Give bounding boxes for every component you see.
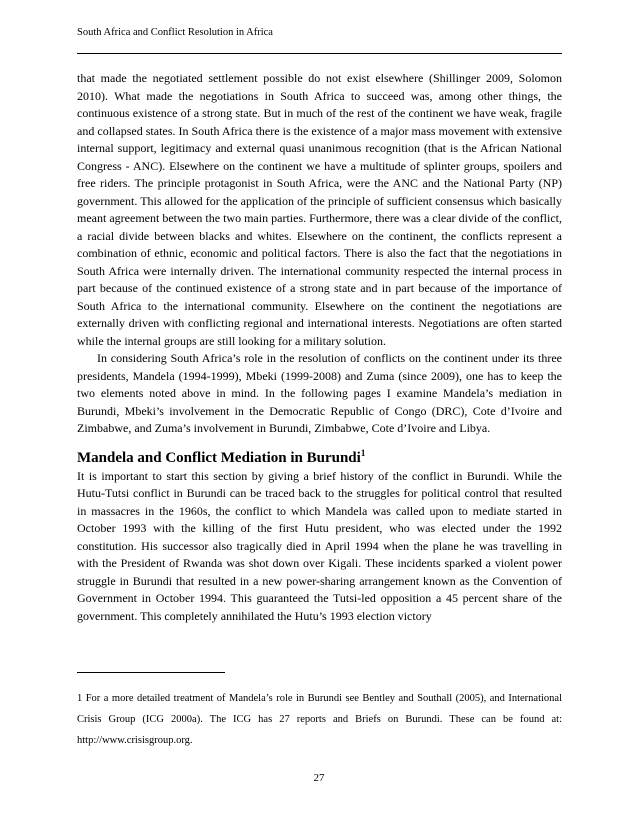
section-heading [77,448,562,468]
section-paragraph: It is important to start this section by giving a brief history of the conflict in Burundi. While the Hutu-Tutsi conflict in Burundi can be traced back to the struggles for political control that resulted in massacres in the 1960s, the conflict to which Mandela was called upon to mediate started in October 1993 with the killing of the first Hutu president, who was elected under the 1992 constitution. His successor also tragically died in April 1994 when the plane he was travelling in with the President of Rwanda was shot down over Kigali. These incidents sparked a violent power struggle in Burundi that resulted in a new power-sharing arrangement known as the Convention of Government in October 1994. This guaranteed the Tutsi-led opposition a 45 percent share of the government. This completely annihilated the Hutu’s 1993 election victory [77,468,562,623]
footnote-reference: 1 [360,447,366,458]
running-header: South Africa and Conflict Resolution in Africa [77,27,273,38]
section-heading-text: Mandela and Conflict Mediation in Burundi [77,449,361,466]
page-number: 27 [313,772,325,784]
footnote-divider [77,672,225,673]
footnote: 1 For a more detailed treatment of Mandela’s role in Burundi see Bentley and Southall (2005), and International Crisis Group (ICG 2000a). The ICG has 27 reports and Briefs on Burundi. These can be found at: http://www.crisisgroup.org. [77,693,562,746]
body-paragraph: that made the negotiated settlement possible do not exist elsewhere (Shillinger 2009, Solomon 2010). What made the negotiations in South Africa to succeed was, among other things, the continuous existence of a strong state. But in much of the rest of the continent we have weak, fragile and collapsed states. In South Africa there is the existence of a major mass movement with extensive internal support, legitimacy and external quasi unanimous recognition (that is the African National Congress - ANC). Elsewhere on the continent we have a multitude of splinter groups, spoilers and free riders. The principle protagonist in South Africa, were the ANC and the National Party (NP) government. This allowed for the application of the principle of sufficient consensus which basically meant agreement between the two main parties. Furthermore, there was a clear divide of the conflict, a racial divide between blacks and whites. Elsewhere on the continent, the conflicts represent a combination of ethnic, economic and political factors. There is also the fact that the negotiations in South Africa were internally driven. The international community respected the internal process in part because of the continued existence of a strong state and in part because of the importance of South Africa to the international community. Elsewhere on the continent the negotiations are externally driven with conflicting regional and international interests. Negotiations are often started while the internal groups are still looking for a military solution. [77,71,562,348]
header-divider [77,53,562,54]
body-text [77,70,562,625]
body-paragraph: In considering South Africa’s role in the resolution of conflicts on the continent under its three presidents, Mandela (1994-1999), Mbeki (1999-2008) and Zuma (since 2009), one has to keep the two elements noted above in mind. In the following pages I examine Mandela’s mediation in Burundi, Mbeki’s involvement in the Democratic Republic of Congo (DRC), Cote d’Ivoire and Zimbabwe, and Zuma’s involvement in Burundi, Zimbabwe, Cote d’Ivoire and Libya. [77,351,562,435]
